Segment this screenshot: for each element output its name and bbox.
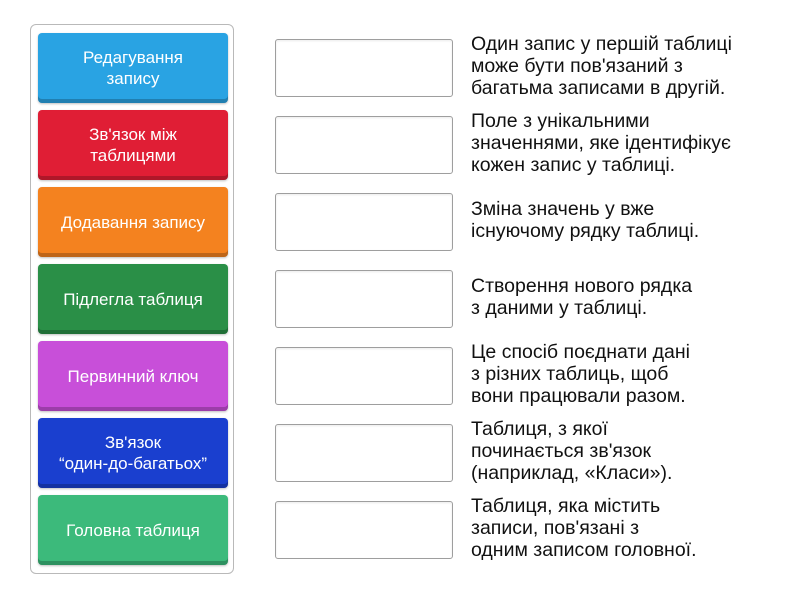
description-7: Таблиця, яка містить записи, пов'язані з одним записом головної. [471, 495, 697, 561]
drop-slot-4[interactable] [275, 270, 453, 328]
tile-child-table[interactable]: Підлегла таблиця [38, 264, 228, 334]
description-1: Один запис у першій таблиці може бути пов'язаний з багатьма записами в другій. [471, 33, 732, 99]
drop-slot-6[interactable] [275, 424, 453, 482]
tile-record-editing[interactable]: Редагування запису [38, 33, 228, 103]
tile-adding-record[interactable]: Додавання запису [38, 187, 228, 257]
drop-slot-5[interactable] [275, 347, 453, 405]
tile-primary-key[interactable]: Первинний ключ [38, 341, 228, 411]
tile-parent-table[interactable]: Головна таблиця [38, 495, 228, 565]
description-6: Таблиця, з якої починається зв'язок (наприклад, «Класи»). [471, 418, 673, 484]
drop-slot-2[interactable] [275, 116, 453, 174]
description-2: Поле з унікальними значеннями, яке ідентифікує кожен запис у таблиці. [471, 110, 731, 176]
drop-slot-7[interactable] [275, 501, 453, 559]
tile-one-to-many[interactable]: Зв'язок “один-до-багатьох” [38, 418, 228, 488]
tile-table-relationship[interactable]: Зв'язок між таблицями [38, 110, 228, 180]
description-5: Це спосіб поєднати дані з різних таблиць, щоб вони працювали разом. [471, 341, 690, 407]
drop-slot-1[interactable] [275, 39, 453, 97]
description-3: Зміна значень у вже існуючому рядку таблиці. [471, 198, 700, 242]
description-4: Створення нового рядка з даними у таблиці. [471, 275, 693, 319]
drop-slot-3[interactable] [275, 193, 453, 251]
